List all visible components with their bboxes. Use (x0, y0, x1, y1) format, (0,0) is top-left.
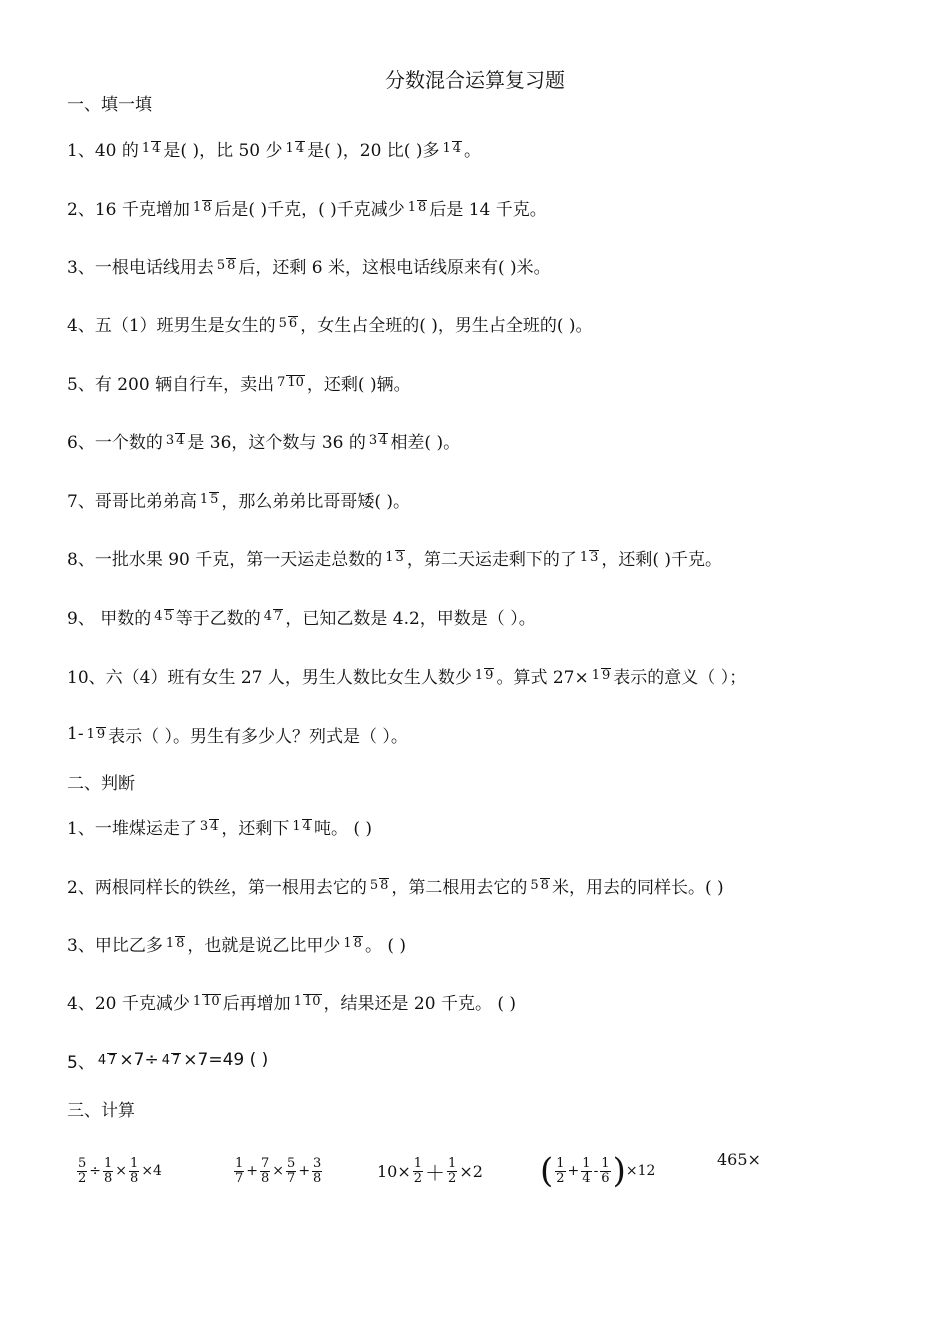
question-7 (67, 479, 410, 519)
operator: + (246, 1163, 259, 1179)
question-text: 后是 14 千克。 (429, 199, 547, 220)
question-text: 8、一批水果 90 千克，第一天运走总数的 (67, 549, 383, 570)
question-text: 5、有 200 辆自行车，卖出 (67, 374, 275, 395)
judge-5 (67, 1040, 268, 1080)
question-text: 。 (464, 140, 482, 161)
question-text: 5、 (67, 1052, 95, 1073)
question-9 (67, 596, 536, 636)
question-text: ，还剩( )千克。 (601, 549, 723, 570)
calc-expression-3 (377, 1148, 483, 1194)
question-text: 是( )，比 50 少 (163, 140, 283, 161)
question-10-continued (67, 714, 408, 754)
fraction: 5 8 (530, 877, 549, 893)
fraction: $\frac{1}{4}$ (582, 1155, 591, 1186)
fraction: $\frac{1}{8}$ (130, 1155, 139, 1186)
question-text: ，也就是说乙比甲少 (187, 935, 341, 956)
question-text: 2、两根同样长的铁丝，第一根用去它的 (67, 877, 367, 898)
question-text: 吨。 ( ) (313, 818, 373, 839)
fraction: 5 8 (216, 257, 236, 273)
fraction: $\frac{5}{7}$ (287, 1155, 296, 1186)
fraction: 7 10 (277, 374, 304, 390)
question-text: ，第二天运走剩下的了 (406, 549, 577, 570)
question-text: 等于乙数的 (175, 608, 261, 629)
fraction: 1 3 (385, 549, 404, 565)
judge-1 (67, 806, 372, 846)
fraction: 5 8 (369, 877, 389, 893)
calc-expression-5: 465× (717, 1150, 761, 1169)
operator: ×4 (141, 1163, 162, 1179)
question-text: 表示（ ）。男生有多少人？列式是（ ）。 (108, 726, 408, 747)
question-text: 是( )，20 比( )多 (307, 140, 440, 161)
question-text: 9、 甲数的 (67, 608, 152, 629)
question-text: ，第二根用去它的 (391, 877, 528, 898)
page-title: 分数混合运算复习题 (385, 68, 565, 92)
question-5 (67, 362, 411, 402)
question-text: 3、甲比乙多 (67, 935, 163, 956)
left-paren: ( (540, 1151, 554, 1191)
question-6 (67, 420, 460, 460)
operator: + (567, 1163, 580, 1179)
question-text: 7、哥哥比弟弟高 (67, 491, 197, 512)
fraction: 1 8 (343, 935, 362, 951)
fraction: 4 5 (154, 608, 173, 624)
fraction: $\frac{7}{8}$ (261, 1155, 270, 1186)
fraction: 3 4 (199, 818, 219, 834)
fraction: $\frac{3}{8}$ (313, 1155, 322, 1186)
operator: ＋ (425, 1160, 446, 1185)
question-text: 是 36，这个数与 36 的 (187, 432, 366, 453)
fraction: 1 9 (591, 667, 611, 683)
question-text: 米，用去的同样长。( ) (551, 877, 724, 898)
question-text: 后是( )千克，( )千克减少 (214, 199, 405, 220)
question-text: ，还剩( )辆。 (306, 374, 411, 395)
fraction: $\frac{1}{2}$ (448, 1155, 457, 1186)
question-text: 。 ( ) (364, 935, 407, 956)
question-text: ×7÷ (119, 1050, 159, 1070)
operator: ÷ (89, 1163, 102, 1179)
question-1 (67, 128, 481, 168)
question-10 (67, 655, 746, 695)
question-text: ，已知乙数是 4.2，甲数是（ ）。 (285, 608, 536, 629)
operator: + (298, 1163, 311, 1179)
fraction: 1 8 (407, 199, 427, 215)
question-text: 2、16 千克增加 (67, 199, 190, 220)
section-heading-fill-in: 一、填一填 (67, 95, 152, 115)
question-text: 4、五（1）班男生是女生的 (67, 315, 276, 336)
calc-expression-4 (540, 1148, 655, 1194)
question-3 (67, 245, 551, 285)
question-text: 相差( )。 (390, 432, 461, 453)
question-text: 1、一堆煤运走了 (67, 818, 197, 839)
fraction: 1 8 (192, 199, 212, 215)
question-text: ，还剩下 (221, 818, 290, 839)
fraction: $\frac{1}{8}$ (104, 1155, 113, 1186)
fraction: 3 4 (165, 432, 185, 448)
fraction: 1 5 (199, 491, 219, 507)
operator: ×12 (625, 1163, 656, 1179)
fraction: 4 7 (97, 1052, 117, 1068)
fraction: 1 9 (86, 726, 106, 742)
question-text: 后，还剩 6 米，这根电话线原来有( )米。 (238, 257, 551, 278)
question-text: ，结果还是 20 千克。 ( ) (323, 993, 517, 1014)
fraction: 1 3 (579, 549, 599, 565)
section-heading-calculate: 三、计算 (67, 1101, 135, 1121)
fraction: 1 4 (141, 140, 161, 156)
question-text: 1- (67, 724, 84, 744)
question-2 (67, 187, 547, 227)
calc-expression-2 (232, 1148, 324, 1194)
fraction: 1 6 (601, 1155, 610, 1186)
calc-expression-1 (75, 1148, 162, 1194)
fraction: 4 7 (263, 608, 283, 624)
fraction: 1 4 (442, 140, 462, 156)
question-8 (67, 537, 722, 577)
fraction: 1 4 (285, 140, 305, 156)
question-text: ，女生占全班的( )，男生占全班的( )。 (300, 315, 593, 336)
fraction: $\frac{5}{2}$ (78, 1155, 87, 1186)
fraction: 5 6 (278, 315, 298, 331)
fraction: 1 7 (235, 1155, 244, 1186)
question-text: 6、一个数的 (67, 432, 163, 453)
question-text: 表示的意义（ ）； (613, 667, 747, 688)
operator: ×2 (459, 1161, 483, 1181)
operator: × (272, 1163, 285, 1179)
operator: - (593, 1163, 599, 1179)
section-heading-judge: 二、判断 (67, 774, 135, 794)
fraction: $\frac{1}{2}$ (413, 1155, 423, 1186)
fraction: 1 10 (192, 993, 220, 1009)
question-text: 3、一根电话线用去 (67, 257, 214, 278)
operator: × (115, 1163, 128, 1179)
fraction: 1 4 (292, 818, 311, 834)
question-text: ×7=49 ( ) (183, 1050, 269, 1070)
question-text: 4、20 千克减少 (67, 993, 190, 1014)
judge-2 (67, 865, 724, 905)
operator: 10× (377, 1161, 411, 1181)
fraction: 1 9 (474, 667, 494, 683)
fraction: 1 10 (293, 993, 321, 1009)
question-text: 1、40 的 (67, 140, 139, 161)
question-text: ，那么弟弟比哥哥矮( )。 (221, 491, 411, 512)
question-text: 。算式 27× (496, 667, 589, 688)
fraction: 1 2 (556, 1155, 565, 1186)
fraction: 4 7 (161, 1052, 181, 1068)
question-text: 10、六（4）班有女生 27 人，男生人数比女生人数少 (67, 667, 472, 688)
fraction: 1 8 (165, 935, 185, 951)
judge-3 (67, 923, 406, 963)
right-paren: ) (612, 1151, 626, 1191)
judge-4 (67, 981, 516, 1021)
question-4 (67, 303, 593, 343)
fraction: 3 4 (368, 432, 388, 448)
question-text: 后再增加 (222, 993, 291, 1014)
